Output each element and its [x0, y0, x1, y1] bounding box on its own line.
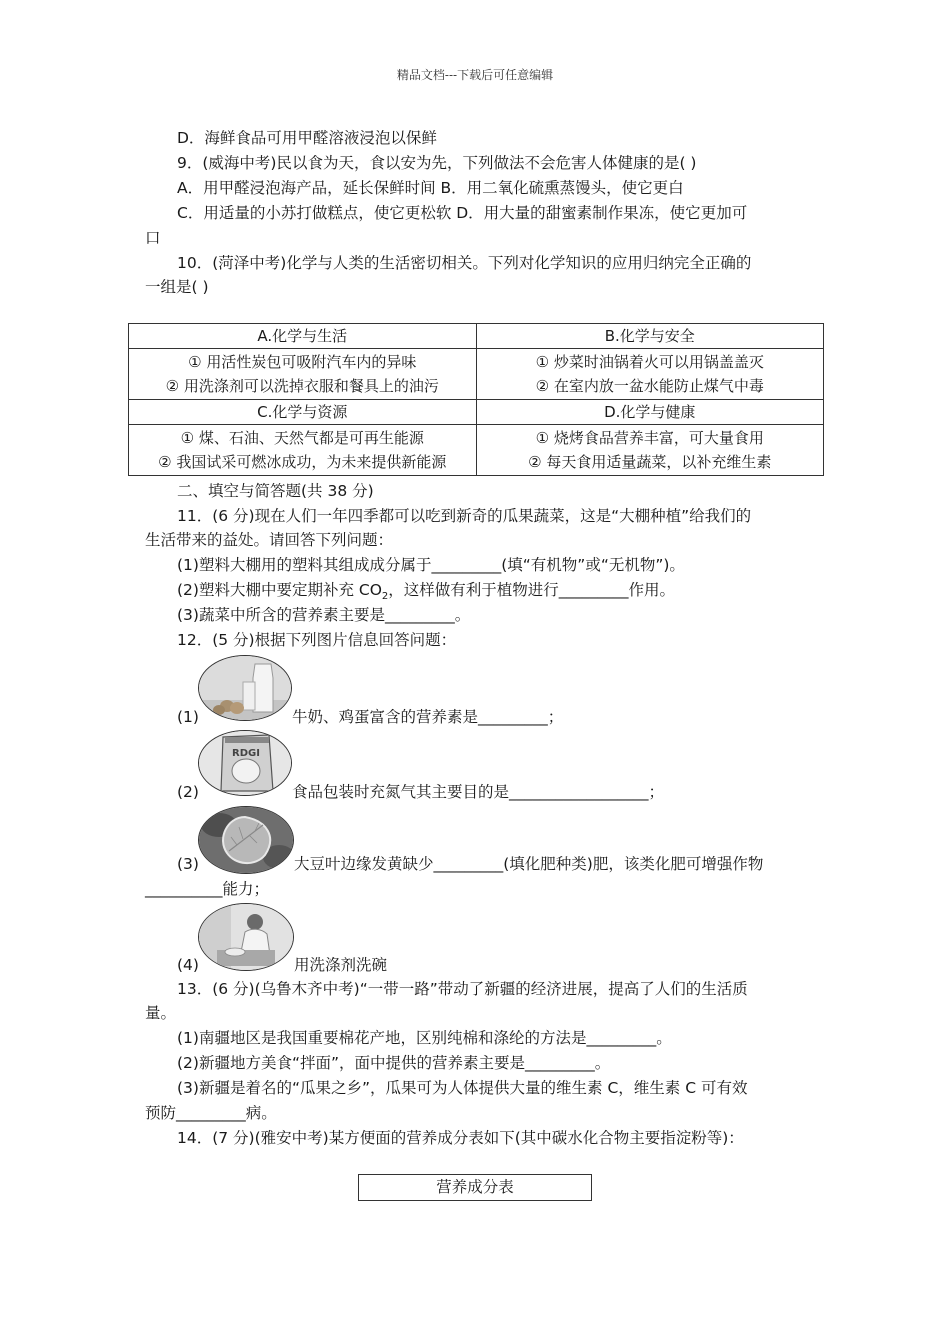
option-b-title: B.化学与安全 [476, 324, 824, 349]
option-d-title: D.化学与健康 [476, 400, 824, 425]
nutrition-table-title: 营养成分表 [358, 1174, 592, 1201]
option-c-item-2: ② 我国试采可燃冰成功，为未来提供新能源 [158, 453, 447, 471]
q13-part-1: (1)南疆地区是我国重要棉花产地，区别纯棉和涤纶的方法是_________。 [177, 1029, 672, 1047]
washing-dishes-image [198, 903, 294, 971]
section-heading: 二、填空与简答题(共 38 分) [177, 482, 374, 500]
q11-part-1: (1)塑料大棚用的塑料其组成成分属于_________(填“有机物”或“无机物”)。 [177, 556, 685, 574]
q12-part-4-text: 用洗涤剂洗碗 [294, 956, 388, 974]
option-c-item-1: ① 煤、石油、天然气都是可再生能源 [180, 429, 424, 447]
q13-part-3-cont: 预防_________病。 [145, 1104, 277, 1122]
q10-stem: 10．(菏泽中考)化学与人类的生活密切相关。下列对化学知识的应用归纳完全正确的 [177, 254, 752, 272]
option-a-item-2: ② 用洗涤剂可以洗掉衣服和餐具上的油污 [165, 377, 439, 395]
q12-stem: 12．(5 分)根据下列图片信息回答问题： [177, 631, 457, 649]
q13-part-2: (2)新疆地方美食“拌面”，面中提供的营养素主要是_________。 [177, 1054, 611, 1072]
q11-part-3: (3)蔬菜中所含的营养素主要是_________。 [177, 606, 471, 624]
q11-stem-cont: 生活带来的益处。请回答下列问题： [145, 531, 394, 549]
q12-part-1-number: (1) [177, 708, 199, 726]
q12-part-2-text: 食品包装时充氮气其主要目的是__________________； [292, 783, 665, 801]
option-b-item-1: ① 炒菜时油锅着火可以用锅盖盖灭 [535, 353, 764, 371]
option-b-item-2: ② 在室内放一盆水能防止煤气中毒 [535, 377, 764, 395]
milk-eggs-image [198, 655, 292, 721]
q9-stem: 9．(威海中考)民以食为天，食以安为先，下列做法不会危害人体健康的是( ) [177, 154, 697, 172]
q12-part-4-number: (4) [177, 956, 199, 974]
option-a-body [129, 349, 477, 400]
q10-options-table [128, 323, 824, 476]
option-a-title: A.化学与生活 [129, 324, 477, 349]
q11-part-2 [177, 580, 675, 607]
soybean-leaf-image [198, 806, 294, 874]
option-c-body [129, 425, 477, 476]
q12-part-3-text-cont: __________能力； [145, 880, 270, 898]
q8-option-d: D．海鲜食品可用甲醛溶液浸泡以保鲜 [177, 129, 437, 147]
q12-part-3-text: 大豆叶边缘发黄缺少_________(填化肥种类)肥，该类化肥可增强作物 [294, 855, 764, 873]
q14-stem: 14．(7 分)(雅安中考)某方便面的营养成分表如下(其中碳水化合物主要指淀粉等)： [177, 1129, 744, 1147]
snack-bag-label: RDGI [232, 748, 260, 759]
q13-stem: 13．(6 分)(乌鲁木齐中考)“一带一路”带动了新疆的经济进展，提高了人们的生活质 [177, 980, 748, 998]
q9-options-ab: A．用甲醛浸泡海产品，延长保鲜时间 B．用二氧化硫熏蒸馒头，使它更白 [177, 179, 684, 197]
q11-stem: 11．(6 分)现在人们一年四季都可以吃到新奇的瓜果蔬菜，这是“大棚种植”给我们的 [177, 507, 752, 525]
q11-part-2-b: ，这样做有利于植物进行_________作用。 [388, 581, 676, 599]
q9-options-cd: C．用适量的小苏打做糕点，使它更松软 D．用大量的甜蜜素制作果冻，使它更加可 [177, 204, 748, 222]
q12-part-1-text: 牛奶、鸡蛋富含的营养素是_________； [292, 708, 564, 726]
snack-bag-image [198, 730, 292, 796]
option-d-body [476, 425, 824, 476]
q11-part-2-a: (2)塑料大棚中要定期补充 CO [177, 581, 382, 599]
q12-part-3-number: (3) [177, 855, 199, 873]
option-b-body [476, 349, 824, 400]
option-c-title: C.化学与资源 [129, 400, 477, 425]
q10-stem-cont: 一组是( ) [145, 278, 209, 296]
option-d-item-1: ① 烧烤食品营养丰富，可大量食用 [535, 429, 764, 447]
q13-stem-cont: 量。 [145, 1004, 177, 1022]
option-a-item-1: ① 用活性炭包可吸附汽车内的异味 [188, 353, 417, 371]
q9-options-cd-cont: 口 [145, 229, 161, 247]
q11-part-2-subscript: 2 [381, 591, 389, 603]
q13-part-3: (3)新疆是着名的“瓜果之乡”，瓜果可为人体提供大量的维生素 C，维生素 C 可有效 [177, 1079, 748, 1097]
page-header: 精品文档---下载后可任意编辑 [396, 68, 554, 82]
option-d-item-2: ② 每天食用适量蔬菜，以补充维生素 [528, 453, 772, 471]
q12-part-2-number: (2) [177, 783, 199, 801]
